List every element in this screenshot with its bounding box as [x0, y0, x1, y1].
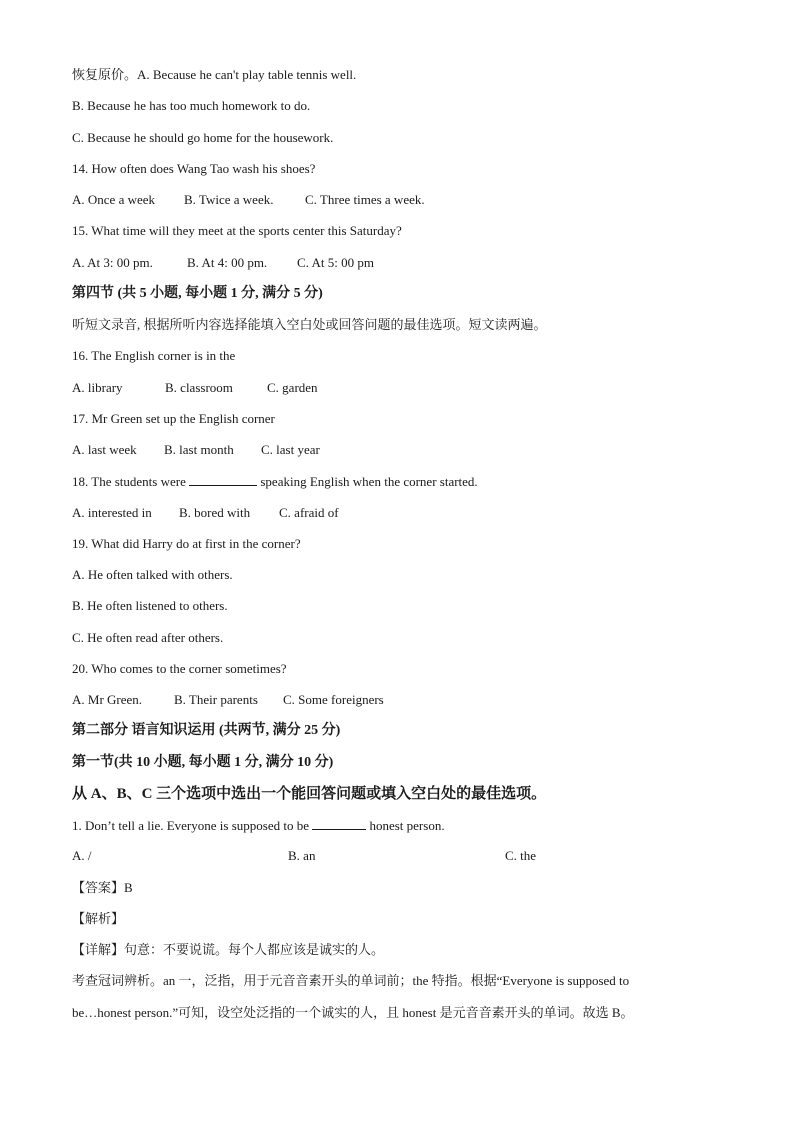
q18-option-a: A. interested in	[72, 505, 152, 520]
q16-option-b: B. classroom	[165, 380, 233, 395]
q16-option-a: A. library	[72, 380, 123, 395]
q18-option-b: B. bored with	[179, 505, 251, 520]
q18-text-before: 18. The students were	[72, 474, 186, 489]
q1-blank	[312, 816, 366, 830]
q15-options	[72, 254, 374, 272]
question-1	[72, 816, 445, 835]
q16-option-c: C. garden	[267, 380, 318, 395]
answer-label: 【答案】B	[72, 880, 133, 895]
q1-option-c: C. the	[505, 848, 537, 863]
question-16: 16. The English corner is in the	[72, 348, 236, 363]
q1-text-after: honest person.	[369, 818, 445, 833]
q16-options	[72, 379, 318, 397]
explanation-line-1: 考查冠词辨析。an 一，泛指，用于元音音素开头的单词前；the 特指。根据“Everyone is supposed to	[72, 973, 630, 988]
q19-option-b: B. He often listened to others.	[72, 598, 228, 613]
question-17: 17. Mr Green set up the English corner	[72, 411, 275, 426]
q15-option-b: B. At 4: 00 pm.	[187, 255, 268, 270]
q19-option-c: C. He often read after others.	[72, 630, 224, 645]
section-4-instructions: 听短文录音, 根据所听内容选择能填入空白处或回答问题的最佳选项。短文读两遍。	[72, 317, 547, 332]
q1-option-b: B. an	[288, 848, 316, 863]
section-4-heading: 第四节 (共 5 小题, 每小题 1 分, 满分 5 分)	[72, 286, 323, 301]
q20-option-a: A. Mr Green.	[72, 692, 143, 707]
question-18	[72, 472, 478, 491]
q14-option-c: C. Three times a week.	[305, 192, 425, 207]
explanation-meaning: 【详解】句意：不要说谎。每个人都应该是诚实的人。	[72, 942, 385, 957]
q20-option-b: B. Their parents	[174, 692, 258, 707]
q15-option-c: C. At 5: 00 pm	[297, 255, 374, 270]
question-20: 20. Who comes to the corner sometimes?	[72, 661, 287, 676]
analysis-label: 【解析】	[72, 911, 125, 926]
q18-options	[72, 504, 339, 522]
q13-option-b: B. Because he has too much homework to do.	[72, 98, 311, 113]
q14-options	[72, 191, 425, 209]
q14-option-b: B. Twice a week.	[184, 192, 274, 207]
q20-options	[72, 691, 384, 709]
part-2-instructions: 从 A、B、C 三个选项中选出一个能回答问题或填入空白处的最佳选项。	[72, 786, 547, 802]
q17-option-a: A. last week	[72, 442, 137, 457]
q1-options	[72, 847, 536, 865]
q1-text-before: 1. Don’t tell a lie. Everyone is supposed to be	[72, 818, 309, 833]
q1-option-a: A. /	[72, 848, 92, 863]
q14-option-a: A. Once a week	[72, 192, 156, 207]
question-14: 14. How often does Wang Tao wash his shoes?	[72, 161, 316, 176]
q17-option-c: C. last year	[261, 442, 320, 457]
q13-option-a-line: 恢复原价。A. Because he can't play table tennis well.	[72, 67, 357, 82]
q17-option-b: B. last month	[164, 442, 234, 457]
q17-options	[72, 441, 320, 459]
q15-option-a: A. At 3: 00 pm.	[72, 255, 153, 270]
q19-option-a: A. He often talked with others.	[72, 567, 233, 582]
q20-option-c: C. Some foreigners	[283, 692, 384, 707]
q18-option-c: C. afraid of	[279, 505, 339, 520]
question-15: 15. What time will they meet at the sports center this Saturday?	[72, 223, 402, 238]
q13-option-c: C. Because he should go home for the housework.	[72, 130, 334, 145]
part-2-section-1-heading: 第一节(共 10 小题, 每小题 1 分, 满分 10 分)	[72, 755, 334, 770]
q18-blank	[189, 472, 257, 486]
explanation-line-2: be…honest person.”可知，设空处泛指的一个诚实的人，且 honest 是元音音素开头的单词。故选 B。	[72, 1005, 634, 1020]
q18-text-after: speaking English when the corner started.	[260, 474, 478, 489]
part-2-heading: 第二部分 语言知识运用 (共两节, 满分 25 分)	[72, 723, 341, 738]
question-19: 19. What did Harry do at first in the corner?	[72, 536, 301, 551]
